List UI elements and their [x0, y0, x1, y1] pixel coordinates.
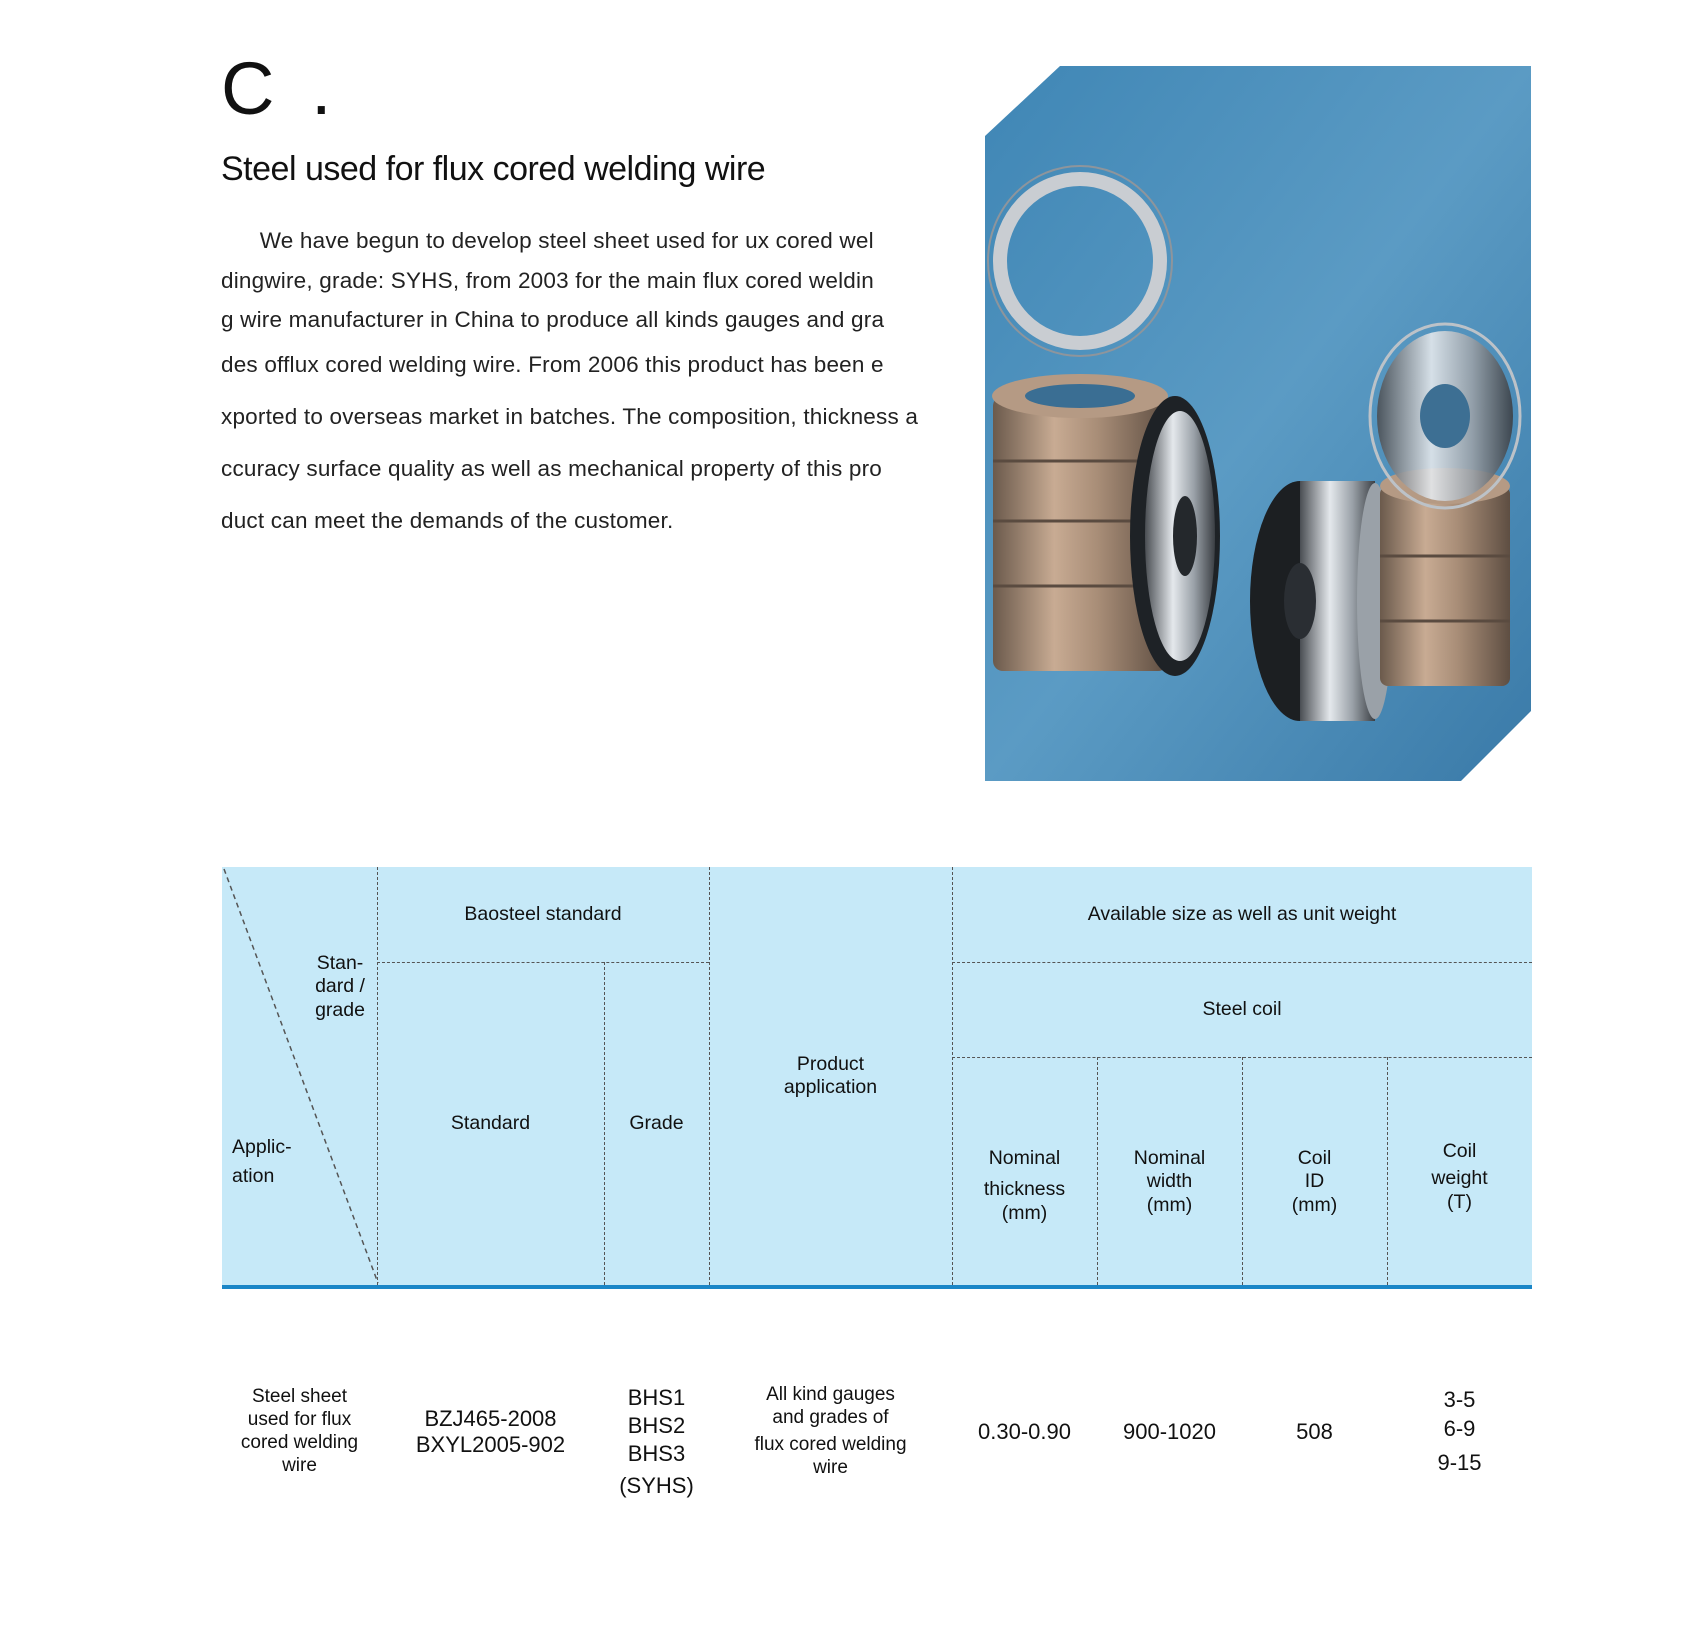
- header-steel-coil: Steel coil: [1202, 997, 1282, 1020]
- header-grade: Grade: [629, 1111, 684, 1134]
- intro-line: We have begun to develop steel sheet used for ux cored wel: [221, 228, 874, 253]
- header-baosteel-standard: Baosteel standard: [464, 902, 622, 925]
- cell-coil-weight: 3-5 6-9 9-15: [1437, 1387, 1482, 1476]
- cell-standard: BZJ465-2008 BXYL2005-902: [415, 1405, 566, 1457]
- corner-standard-grade: Stan- dard / grade: [315, 951, 365, 1021]
- section-title: Steel used for flux cored welding wire: [221, 150, 766, 188]
- cell-coil-id: 508: [1296, 1418, 1333, 1444]
- welding-wire-spools-photo: [985, 66, 1531, 781]
- header-nominal-thickness: Nominal thickness (mm): [983, 1146, 1066, 1224]
- intro-line: des offlux cored welding wire. From 2006 this product has been e: [221, 352, 884, 377]
- header-product-application: Product application: [783, 1052, 878, 1098]
- header-available-size: Available size as well as unit weight: [1087, 902, 1397, 925]
- table-divider: [952, 1057, 1532, 1058]
- intro-line: dingwire, grade: SYHS, from 2003 for the main flux cored weldin: [221, 268, 874, 293]
- cell-nominal-thickness: 0.30-0.90: [978, 1418, 1071, 1444]
- spec-table: [222, 867, 1532, 1499]
- section-letter: C .: [221, 47, 340, 130]
- intro-line: xported to overseas market in batches. The composition, thickness a: [221, 404, 919, 429]
- header-coil-id: Coil ID (mm): [1291, 1146, 1338, 1216]
- intro-line: g wire manufacturer in China to produce all kinds gauges and gra: [221, 307, 885, 332]
- intro-line: ccuracy surface quality as well as mechanical property of this pro: [221, 456, 882, 481]
- corner-diagonal: [222, 867, 382, 1287]
- header-rule: [222, 1285, 1532, 1289]
- cell-nominal-width: 900-1020: [1123, 1418, 1216, 1444]
- intro-line: duct can meet the demands of the customer.: [221, 508, 674, 533]
- cell-grade: BHS1 BHS2 BHS3 (SYHS): [619, 1384, 694, 1499]
- header-nominal-width: Nominal width (mm): [1133, 1146, 1206, 1216]
- header-coil-weight: Coil weight (T): [1431, 1139, 1488, 1213]
- cell-product-application: All kind gauges and grades of flux cored welding wire: [754, 1384, 907, 1478]
- corner-application: Applic- ation: [232, 1135, 292, 1187]
- cell-application: Steel sheet used for flux cored welding wire: [240, 1386, 359, 1476]
- header-standard: Standard: [450, 1111, 531, 1134]
